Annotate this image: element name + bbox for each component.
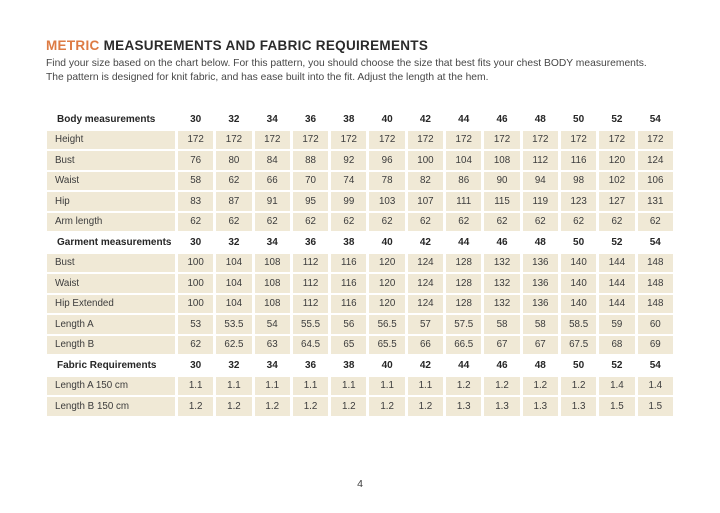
- value-cell: 172: [408, 131, 443, 150]
- value-cell: 58.5: [561, 315, 596, 334]
- value-cell: 62: [523, 213, 558, 232]
- row-label: Height: [47, 131, 175, 150]
- value-cell: 74: [331, 172, 366, 191]
- value-cell: 62: [178, 336, 213, 355]
- page-title-rest: MEASUREMENTS AND FABRIC REQUIREMENTS: [99, 38, 429, 53]
- value-cell: 1.4: [599, 377, 634, 396]
- value-cell: 172: [369, 131, 404, 150]
- value-cell: 65: [331, 336, 366, 355]
- value-cell: 120: [369, 274, 404, 293]
- value-cell: 1.2: [523, 377, 558, 396]
- row-label: Length A 150 cm: [47, 377, 175, 396]
- value-cell: 116: [561, 151, 596, 170]
- value-cell: 54: [255, 315, 290, 334]
- size-header-cell: 34: [255, 110, 290, 129]
- size-header-cell: 50: [561, 356, 596, 375]
- value-cell: 103: [369, 192, 404, 211]
- value-cell: 144: [599, 295, 634, 314]
- value-cell: 99: [331, 192, 366, 211]
- value-cell: 98: [561, 172, 596, 191]
- value-cell: 95: [293, 192, 328, 211]
- value-cell: 172: [599, 131, 634, 150]
- row-label: Waist: [47, 172, 175, 191]
- value-cell: 62: [178, 213, 213, 232]
- row-label: Bust: [47, 151, 175, 170]
- size-header-cell: 30: [178, 356, 213, 375]
- value-cell: 67.5: [561, 336, 596, 355]
- value-cell: 148: [638, 274, 673, 293]
- value-cell: 132: [484, 274, 519, 293]
- row-label: Length A: [47, 315, 175, 334]
- value-cell: 172: [216, 131, 251, 150]
- value-cell: 1.1: [255, 377, 290, 396]
- value-cell: 172: [446, 131, 481, 150]
- value-cell: 67: [523, 336, 558, 355]
- value-cell: 83: [178, 192, 213, 211]
- value-cell: 128: [446, 254, 481, 273]
- value-cell: 100: [178, 274, 213, 293]
- table-row: [47, 254, 673, 273]
- size-header-cell: 52: [599, 356, 634, 375]
- intro-line-2: The pattern is designed for knit fabric, and has ease built into the fit. Adjust the length at the hem.: [46, 72, 489, 84]
- size-header-cell: 30: [178, 110, 213, 129]
- table-row: [47, 295, 673, 314]
- size-header-cell: 52: [599, 233, 634, 252]
- size-header-cell: 40: [369, 110, 404, 129]
- section-header-row: [47, 110, 673, 129]
- value-cell: 1.2: [255, 397, 290, 416]
- value-cell: 1.5: [638, 397, 673, 416]
- value-cell: 70: [293, 172, 328, 191]
- value-cell: 1.2: [408, 397, 443, 416]
- value-cell: 57.5: [446, 315, 481, 334]
- value-cell: 1.1: [369, 377, 404, 396]
- value-cell: 1.2: [178, 397, 213, 416]
- size-header-cell: 38: [331, 233, 366, 252]
- value-cell: 68: [599, 336, 634, 355]
- value-cell: 140: [561, 295, 596, 314]
- value-cell: 136: [523, 295, 558, 314]
- value-cell: 62: [331, 213, 366, 232]
- value-cell: 108: [255, 295, 290, 314]
- value-cell: 107: [408, 192, 443, 211]
- value-cell: 104: [216, 274, 251, 293]
- value-cell: 172: [178, 131, 213, 150]
- value-cell: 1.2: [484, 377, 519, 396]
- value-cell: 108: [255, 254, 290, 273]
- value-cell: 96: [369, 151, 404, 170]
- value-cell: 87: [216, 192, 251, 211]
- value-cell: 60: [638, 315, 673, 334]
- value-cell: 136: [523, 254, 558, 273]
- value-cell: 63: [255, 336, 290, 355]
- value-cell: 104: [216, 295, 251, 314]
- value-cell: 100: [178, 295, 213, 314]
- value-cell: 112: [293, 274, 328, 293]
- value-cell: 172: [523, 131, 558, 150]
- page-content: [46, 38, 676, 85]
- value-cell: 124: [638, 151, 673, 170]
- value-cell: 116: [331, 274, 366, 293]
- value-cell: 111: [446, 192, 481, 211]
- value-cell: 116: [331, 295, 366, 314]
- value-cell: 58: [523, 315, 558, 334]
- page-title: [46, 38, 676, 53]
- value-cell: 1.1: [293, 377, 328, 396]
- size-header-cell: 48: [523, 356, 558, 375]
- value-cell: 92: [331, 151, 366, 170]
- value-cell: 62.5: [216, 336, 251, 355]
- value-cell: 1.2: [369, 397, 404, 416]
- value-cell: 172: [255, 131, 290, 150]
- size-header-cell: 54: [638, 356, 673, 375]
- value-cell: 62: [638, 213, 673, 232]
- value-cell: 1.1: [216, 377, 251, 396]
- value-cell: 124: [408, 254, 443, 273]
- table-row: [47, 397, 673, 416]
- value-cell: 128: [446, 295, 481, 314]
- size-header-cell: 46: [484, 110, 519, 129]
- value-cell: 67: [484, 336, 519, 355]
- value-cell: 1.1: [408, 377, 443, 396]
- value-cell: 62: [408, 213, 443, 232]
- table-row: [47, 377, 673, 396]
- value-cell: 106: [638, 172, 673, 191]
- size-header-cell: 44: [446, 356, 481, 375]
- value-cell: 140: [561, 274, 596, 293]
- value-cell: 76: [178, 151, 213, 170]
- value-cell: 62: [216, 213, 251, 232]
- section-header-label: Garment measurements: [47, 233, 175, 252]
- size-header-cell: 38: [331, 110, 366, 129]
- row-label: Length B: [47, 336, 175, 355]
- size-header-cell: 46: [484, 356, 519, 375]
- row-label: Hip Extended: [47, 295, 175, 314]
- value-cell: 58: [484, 315, 519, 334]
- value-cell: 102: [599, 172, 634, 191]
- value-cell: 112: [293, 295, 328, 314]
- size-header-cell: 44: [446, 233, 481, 252]
- value-cell: 172: [484, 131, 519, 150]
- value-cell: 88: [293, 151, 328, 170]
- value-cell: 1.3: [561, 397, 596, 416]
- value-cell: 140: [561, 254, 596, 273]
- value-cell: 1.2: [216, 397, 251, 416]
- size-header-cell: 34: [255, 233, 290, 252]
- value-cell: 53.5: [216, 315, 251, 334]
- value-cell: 1.2: [561, 377, 596, 396]
- value-cell: 1.5: [599, 397, 634, 416]
- value-cell: 1.3: [523, 397, 558, 416]
- value-cell: 1.3: [446, 397, 481, 416]
- value-cell: 123: [561, 192, 596, 211]
- size-header-cell: 38: [331, 356, 366, 375]
- value-cell: 112: [523, 151, 558, 170]
- value-cell: 131: [638, 192, 673, 211]
- value-cell: 62: [293, 213, 328, 232]
- size-header-cell: 50: [561, 233, 596, 252]
- value-cell: 58: [178, 172, 213, 191]
- value-cell: 132: [484, 295, 519, 314]
- value-cell: 104: [216, 254, 251, 273]
- value-cell: 115: [484, 192, 519, 211]
- value-cell: 128: [446, 274, 481, 293]
- value-cell: 148: [638, 254, 673, 273]
- value-cell: 56.5: [369, 315, 404, 334]
- value-cell: 100: [178, 254, 213, 273]
- value-cell: 1.2: [293, 397, 328, 416]
- value-cell: 66: [255, 172, 290, 191]
- value-cell: 62: [561, 213, 596, 232]
- section-header-label: Fabric Requirements: [47, 356, 175, 375]
- value-cell: 56: [331, 315, 366, 334]
- size-header-cell: 42: [408, 233, 443, 252]
- value-cell: 172: [331, 131, 366, 150]
- size-header-cell: 50: [561, 110, 596, 129]
- value-cell: 66.5: [446, 336, 481, 355]
- value-cell: 65.5: [369, 336, 404, 355]
- value-cell: 108: [255, 274, 290, 293]
- table-row: [47, 151, 673, 170]
- size-header-cell: 42: [408, 110, 443, 129]
- value-cell: 100: [408, 151, 443, 170]
- value-cell: 1.3: [484, 397, 519, 416]
- size-header-cell: 34: [255, 356, 290, 375]
- value-cell: 62: [599, 213, 634, 232]
- value-cell: 172: [638, 131, 673, 150]
- row-label: Hip: [47, 192, 175, 211]
- value-cell: 136: [523, 274, 558, 293]
- size-header-cell: 52: [599, 110, 634, 129]
- size-header-cell: 42: [408, 356, 443, 375]
- value-cell: 62: [484, 213, 519, 232]
- value-cell: 172: [561, 131, 596, 150]
- size-header-cell: 32: [216, 356, 251, 375]
- value-cell: 62: [216, 172, 251, 191]
- value-cell: 144: [599, 274, 634, 293]
- value-cell: 53: [178, 315, 213, 334]
- section-header-label: Body measurements: [47, 110, 175, 129]
- size-header-cell: 32: [216, 233, 251, 252]
- row-label: Arm length: [47, 213, 175, 232]
- intro-paragraph: [46, 57, 676, 85]
- value-cell: 1.4: [638, 377, 673, 396]
- value-cell: 1.2: [446, 377, 481, 396]
- value-cell: 90: [484, 172, 519, 191]
- table-row: [47, 172, 673, 191]
- value-cell: 62: [255, 213, 290, 232]
- table-row: [47, 315, 673, 334]
- value-cell: 66: [408, 336, 443, 355]
- value-cell: 148: [638, 295, 673, 314]
- value-cell: 127: [599, 192, 634, 211]
- section-header-row: [47, 356, 673, 375]
- value-cell: 91: [255, 192, 290, 211]
- value-cell: 116: [331, 254, 366, 273]
- size-header-cell: 36: [293, 110, 328, 129]
- value-cell: 69: [638, 336, 673, 355]
- value-cell: 86: [446, 172, 481, 191]
- table-row: [47, 336, 673, 355]
- value-cell: 120: [369, 254, 404, 273]
- value-cell: 80: [216, 151, 251, 170]
- value-cell: 172: [293, 131, 328, 150]
- table-row: [47, 192, 673, 211]
- value-cell: 55.5: [293, 315, 328, 334]
- value-cell: 144: [599, 254, 634, 273]
- value-cell: 124: [408, 274, 443, 293]
- measurement-table: [44, 108, 676, 418]
- size-header-cell: 54: [638, 110, 673, 129]
- size-header-cell: 46: [484, 233, 519, 252]
- size-header-cell: 40: [369, 356, 404, 375]
- value-cell: 59: [599, 315, 634, 334]
- intro-line-1: Find your size based on the chart below. For this pattern, you should choose the size that best fits your chest BODY measurements.: [46, 58, 647, 69]
- value-cell: 57: [408, 315, 443, 334]
- value-cell: 112: [293, 254, 328, 273]
- value-cell: 82: [408, 172, 443, 191]
- page-title-accent: METRIC: [46, 38, 100, 53]
- size-header-cell: 48: [523, 110, 558, 129]
- value-cell: 132: [484, 254, 519, 273]
- value-cell: 1.1: [331, 377, 366, 396]
- value-cell: 108: [484, 151, 519, 170]
- section-header-row: [47, 233, 673, 252]
- size-header-cell: 36: [293, 233, 328, 252]
- row-label: Waist: [47, 274, 175, 293]
- value-cell: 64.5: [293, 336, 328, 355]
- row-label: Length B 150 cm: [47, 397, 175, 416]
- page-number: 4: [357, 478, 363, 490]
- value-cell: 78: [369, 172, 404, 191]
- value-cell: 104: [446, 151, 481, 170]
- table-row: [47, 274, 673, 293]
- size-header-cell: 54: [638, 233, 673, 252]
- value-cell: 1.1: [178, 377, 213, 396]
- size-header-cell: 30: [178, 233, 213, 252]
- size-header-cell: 32: [216, 110, 251, 129]
- value-cell: 84: [255, 151, 290, 170]
- value-cell: 124: [408, 295, 443, 314]
- value-cell: 119: [523, 192, 558, 211]
- size-header-cell: 44: [446, 110, 481, 129]
- table-row: [47, 213, 673, 232]
- value-cell: 94: [523, 172, 558, 191]
- value-cell: 62: [369, 213, 404, 232]
- table-row: [47, 131, 673, 150]
- size-header-cell: 36: [293, 356, 328, 375]
- value-cell: 120: [369, 295, 404, 314]
- row-label: Bust: [47, 254, 175, 273]
- value-cell: 1.2: [331, 397, 366, 416]
- value-cell: 62: [446, 213, 481, 232]
- size-header-cell: 48: [523, 233, 558, 252]
- size-header-cell: 40: [369, 233, 404, 252]
- value-cell: 120: [599, 151, 634, 170]
